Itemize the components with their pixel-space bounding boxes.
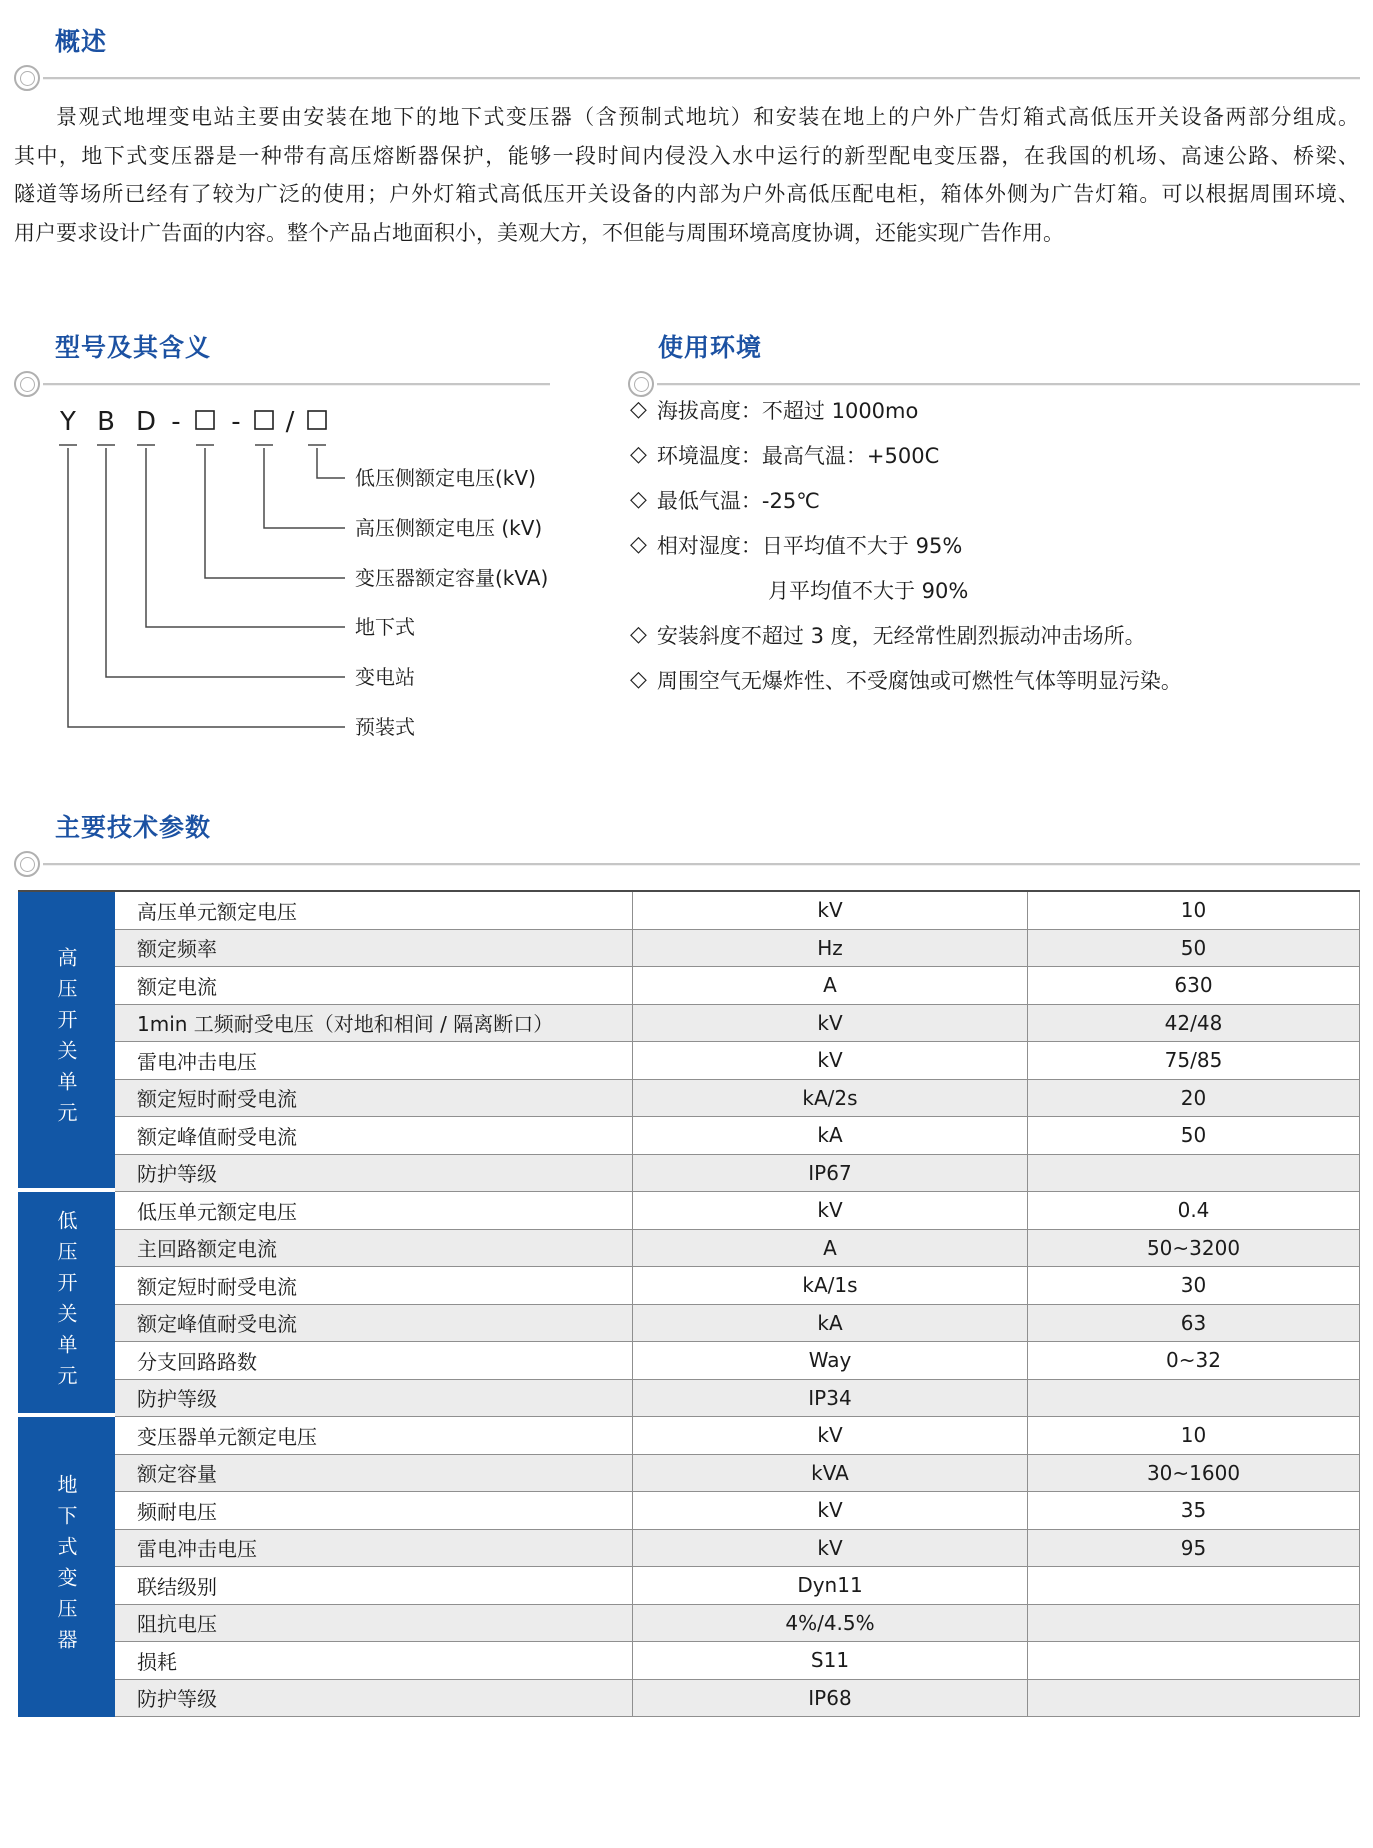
param-name-cell: 主回路额定电流 (115, 1230, 633, 1268)
diamond-bullet-icon: ◇ (630, 532, 647, 557)
code-meaning-label: 预装式 (355, 715, 415, 739)
environment-rule (628, 370, 1360, 398)
param-value-cell (1028, 1642, 1360, 1680)
code-char: - (231, 407, 241, 437)
param-value-cell: 42/48 (1028, 1005, 1360, 1043)
environment-item (630, 485, 820, 515)
table-group-label: 高压开关单元 (18, 892, 115, 1192)
param-name-cell: 阻抗电压 (115, 1605, 633, 1643)
section-parameters-header (14, 808, 1360, 878)
table-group-label: 低压开关单元 (18, 1192, 115, 1417)
param-name-cell: 额定短时耐受电流 (115, 1080, 633, 1118)
param-unit-cell: kA/1s (633, 1267, 1028, 1305)
param-name-cell: 防护等级 (115, 1155, 633, 1193)
parameters-title: 主要技术参数 (55, 813, 212, 842)
environment-title: 使用环境 (658, 333, 763, 362)
param-name-cell: 额定电流 (115, 967, 633, 1005)
param-name-cell: 雷电冲击电压 (115, 1042, 633, 1080)
param-unit-cell: kV (633, 1492, 1028, 1530)
param-unit-cell: kVA (633, 1455, 1028, 1493)
overview-title: 概述 (55, 27, 108, 56)
paragraph-line: 景观式地埋变电站主要由安装在地下的地下式变压器（含预制式地坑）和安装在地上的户外广告灯箱式高低压开关设备两部分组成。 (56, 105, 1359, 129)
code-meaning-label: 低压侧额定电压(kV) (355, 466, 536, 490)
param-unit-cell: IP67 (633, 1155, 1028, 1193)
param-value-cell (1028, 1155, 1360, 1193)
param-name-cell: 高压单元额定电压 (115, 892, 633, 930)
param-name-cell: 1min 工频耐受电压（对地和相间 / 隔离断口） (115, 1005, 633, 1043)
model-diagram (0, 0, 620, 770)
param-name-cell: 损耗 (115, 1642, 633, 1680)
paragraph-line: 其中，地下式变压器是一种带有高压熔断器保护，能够一段时间内侵没入水中运行的新型配电变压器，在我国的机场、高速公路、桥梁、 (14, 143, 1359, 168)
param-name-cell: 额定频率 (115, 930, 633, 968)
code-meaning-label: 变电站 (355, 665, 415, 689)
diamond-bullet-icon: ◇ (630, 442, 647, 467)
param-name-cell: 额定峰值耐受电流 (115, 1117, 633, 1155)
param-value-cell: 50 (1028, 1117, 1360, 1155)
code-meaning-label: 高压侧额定电压 (kV) (355, 516, 543, 540)
code-box (308, 411, 326, 429)
param-unit-cell: Hz (633, 930, 1028, 968)
connector-line (146, 448, 345, 627)
code-box (196, 411, 214, 429)
table-group-label: 地下式变压器 (18, 1417, 115, 1717)
param-name-cell: 雷电冲击电压 (115, 1530, 633, 1568)
ring-icon (628, 371, 654, 397)
param-value-cell: 630 (1028, 967, 1360, 1005)
environment-item-text: 海拔高度：不超过 1000mo (656, 399, 919, 423)
param-value-cell: 10 (1028, 1417, 1360, 1455)
code-char: - (171, 407, 181, 437)
environment-item-text: 最低气温：-25℃ (656, 489, 820, 513)
param-name-cell: 频耐电压 (115, 1492, 633, 1530)
param-value-cell: 95 (1028, 1530, 1360, 1568)
code-char: / (285, 407, 295, 437)
param-unit-cell: IP34 (633, 1380, 1028, 1418)
param-value-cell: 30 (1028, 1267, 1360, 1305)
environment-item-text: 月平均值不大于 90% (768, 579, 969, 603)
paragraph-line: 隧道等场所已经有了较为广泛的使用；户外灯箱式高低压开关设备的内部为户外高低压配电柜，箱体外侧为广告灯箱。可以根据周围环境、 (14, 182, 1359, 206)
ring-icon (14, 851, 40, 877)
param-unit-cell: kV (633, 1417, 1028, 1455)
parameters-table (18, 890, 1360, 1717)
connector-line (264, 448, 345, 528)
param-value-cell: 50 (1028, 930, 1360, 968)
param-unit-cell: S11 (633, 1642, 1028, 1680)
connector-line (205, 448, 345, 578)
param-unit-cell: kV (633, 1042, 1028, 1080)
code-char: Y (60, 407, 76, 437)
connector-line (317, 448, 345, 478)
param-name-cell: 防护等级 (115, 1680, 633, 1718)
code-meaning-label: 变压器额定容量(kVA) (355, 566, 549, 590)
param-unit-cell: kA (633, 1117, 1028, 1155)
param-value-cell: 50~3200 (1028, 1230, 1360, 1268)
diamond-bullet-icon: ◇ (630, 397, 647, 422)
param-unit-cell: A (633, 1230, 1028, 1268)
environment-item-text: 安装斜度不超过 3 度，无经常性剧烈振动冲击场所。 (656, 624, 1146, 648)
divider-line (657, 383, 1360, 386)
diamond-bullet-icon: ◇ (630, 622, 647, 647)
param-unit-cell: kA (633, 1305, 1028, 1343)
param-name-cell: 变压器单元额定电压 (115, 1417, 633, 1455)
environment-item-text: 相对湿度：日平均值不大于 95% (656, 534, 963, 558)
code-char: D (135, 407, 157, 437)
param-unit-cell: Way (633, 1342, 1028, 1380)
environment-item (768, 575, 968, 605)
param-value-cell: 35 (1028, 1492, 1360, 1530)
param-value-cell: 30~1600 (1028, 1455, 1360, 1493)
param-unit-cell: kV (633, 1530, 1028, 1568)
param-name-cell: 额定短时耐受电流 (115, 1267, 633, 1305)
param-name-cell: 额定峰值耐受电流 (115, 1305, 633, 1343)
param-value-cell: 0.4 (1028, 1192, 1360, 1230)
param-unit-cell: kV (633, 892, 1028, 930)
environment-item (630, 395, 918, 425)
model-title: 型号及其含义 (55, 333, 212, 362)
param-unit-cell: kV (633, 1005, 1028, 1043)
param-unit-cell: kV (633, 1192, 1028, 1230)
param-name-cell: 低压单元额定电压 (115, 1192, 633, 1230)
param-value-cell (1028, 1380, 1360, 1418)
connector-line (68, 448, 345, 727)
code-char: B (97, 407, 115, 437)
code-meaning-label: 地下式 (355, 615, 415, 639)
param-name-cell: 额定容量 (115, 1455, 633, 1493)
parameters-rule (14, 850, 1360, 878)
environment-item-text: 环境温度：最高气温：+500C (656, 444, 940, 468)
divider-line (43, 863, 1360, 866)
param-value-cell: 0~32 (1028, 1342, 1360, 1380)
diamond-bullet-icon: ◇ (630, 667, 647, 692)
section-environment-header (628, 328, 1360, 398)
environment-item-text: 周围空气无爆炸性、不受腐蚀或可燃性气体等明显污染。 (656, 669, 1182, 693)
param-name-cell: 联结级别 (115, 1567, 633, 1605)
environment-item (630, 665, 1182, 695)
param-unit-cell: A (633, 967, 1028, 1005)
paragraph-line: 用户要求设计广告面的内容。整个产品占地面积小，美观大方，不但能与周围环境高度协调，还能实现广告作用。 (14, 220, 1064, 245)
param-value-cell (1028, 1605, 1360, 1643)
param-value-cell (1028, 1680, 1360, 1718)
param-name-cell: 防护等级 (115, 1380, 633, 1418)
param-value-cell: 10 (1028, 892, 1360, 930)
param-value-cell (1028, 1567, 1360, 1605)
param-value-cell: 20 (1028, 1080, 1360, 1118)
environment-item (630, 440, 939, 470)
param-unit-cell: IP68 (633, 1680, 1028, 1718)
diamond-bullet-icon: ◇ (630, 487, 647, 512)
code-box (255, 411, 273, 429)
param-unit-cell: Dyn11 (633, 1567, 1028, 1605)
param-value-cell: 63 (1028, 1305, 1360, 1343)
environment-item (630, 530, 962, 560)
param-unit-cell: kA/2s (633, 1080, 1028, 1118)
param-value-cell: 75/85 (1028, 1042, 1360, 1080)
connector-line (106, 448, 345, 677)
param-unit-cell: 4%/4.5% (633, 1605, 1028, 1643)
param-name-cell: 分支回路路数 (115, 1342, 633, 1380)
environment-item (630, 620, 1146, 650)
